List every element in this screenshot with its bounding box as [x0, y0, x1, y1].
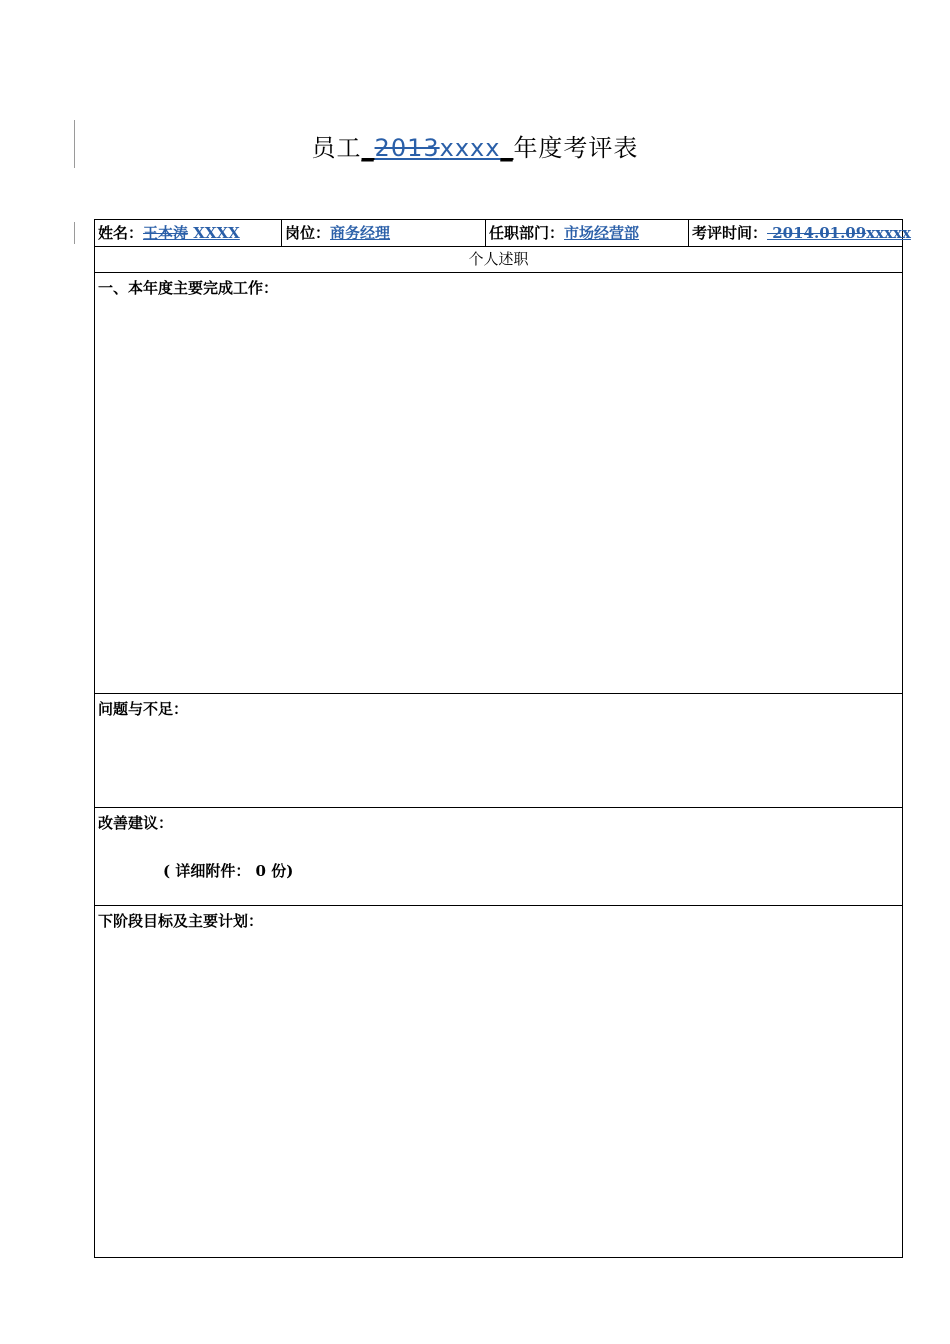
issues-label: 问题与不足： [98, 700, 189, 718]
review-time-label: 考评时间： [692, 224, 768, 242]
achievements-block[interactable] [95, 273, 902, 694]
attachments-count: ( 详细附件： 0 份) [163, 862, 294, 880]
department-cell [485, 220, 688, 246]
title-year-deleted: 2013 [374, 134, 440, 162]
achievements-label: 一、本年度主要完成工作： [98, 279, 279, 297]
next-plan-label: 下阶段目标及主要计划： [98, 912, 264, 930]
position-label: 岗位： [285, 224, 331, 242]
revision-margin-bar [74, 222, 75, 244]
name-deleted: 王本涛 [143, 224, 189, 242]
section-title: 个人述职 [95, 247, 902, 273]
header-row [95, 220, 911, 247]
issues-block[interactable] [95, 694, 902, 808]
review-time-inserted: xxxxx [866, 224, 911, 242]
title-underline-trail: _ [500, 134, 514, 162]
department-value: 市场经营部 [564, 224, 640, 242]
review-form-table [94, 219, 911, 1258]
position-cell [281, 220, 485, 246]
suggestions-label: 改善建议： [98, 814, 174, 832]
title-year-inserted: xxxx [439, 134, 501, 162]
name-cell [95, 220, 281, 246]
name-inserted: XXXX [188, 224, 240, 242]
title-underline-lead: _ [361, 134, 375, 162]
name-label: 姓名： [98, 224, 144, 242]
next-plan-block[interactable] [95, 906, 902, 1257]
title-suffix: 年度考评表 [513, 134, 639, 162]
document-title [0, 128, 950, 163]
review-time-cell [688, 220, 911, 246]
review-time-deleted: 2014.01.09 [767, 224, 867, 242]
position-value: 商务经理 [330, 224, 391, 242]
suggestions-block[interactable] [95, 808, 902, 906]
title-prefix: 员工 [311, 134, 362, 162]
department-label: 任职部门： [489, 224, 565, 242]
